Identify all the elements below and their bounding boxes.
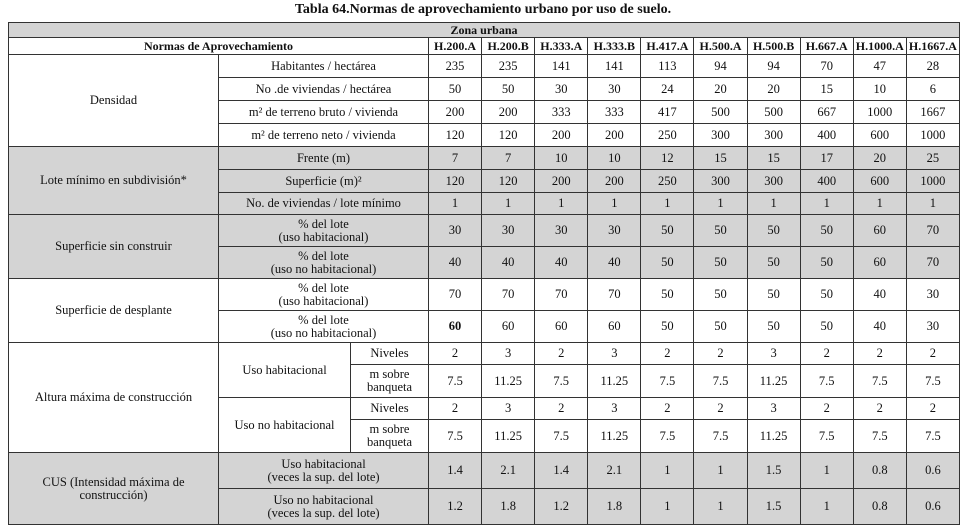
value-cell: 70 — [588, 279, 641, 311]
value-cell: 94 — [694, 55, 747, 78]
column-header: H.500.A — [694, 38, 747, 55]
value-cell: 300 — [747, 124, 800, 147]
value-cell: 7 — [429, 147, 482, 170]
value-cell: 30 — [429, 215, 482, 247]
value-cell: 10 — [853, 78, 906, 101]
value-cell: 1.5 — [747, 489, 800, 525]
value-cell: 1 — [641, 453, 694, 489]
value-cell: 113 — [641, 55, 694, 78]
group-superficie-desplante: Superficie de desplante — [9, 279, 219, 343]
value-cell: 400 — [800, 170, 853, 193]
value-cell: 11.25 — [747, 420, 800, 453]
value-cell: 28 — [906, 55, 959, 78]
value-cell: 1 — [694, 453, 747, 489]
value-cell: 60 — [853, 215, 906, 247]
value-cell: 1 — [641, 193, 694, 215]
value-cell: 10 — [588, 147, 641, 170]
value-cell: 7.5 — [906, 365, 959, 398]
column-header: H.417.A — [641, 38, 694, 55]
value-cell: 50 — [800, 311, 853, 343]
value-cell: 1.4 — [429, 453, 482, 489]
value-cell: 40 — [853, 311, 906, 343]
value-cell: 0.6 — [906, 453, 959, 489]
value-cell: 1 — [429, 193, 482, 215]
value-cell: 333 — [535, 101, 588, 124]
table-row — [9, 279, 960, 311]
label-line: (uso no habitacional) — [270, 325, 377, 340]
row-label — [219, 279, 429, 311]
table-row — [9, 215, 960, 247]
value-cell: 200 — [429, 101, 482, 124]
value-cell: 50 — [641, 311, 694, 343]
value-cell: 141 — [588, 55, 641, 78]
value-cell: 7.5 — [429, 365, 482, 398]
value-cell: 1 — [641, 489, 694, 525]
value-cell: 1000 — [906, 124, 959, 147]
row-label: Frente (m) — [219, 147, 429, 170]
value-cell: 40 — [535, 247, 588, 279]
group-altura-maxima: Altura máxima de construcción — [9, 343, 219, 453]
value-cell: 1 — [906, 193, 959, 215]
value-cell: 2 — [535, 343, 588, 365]
value-cell: 70 — [429, 279, 482, 311]
value-cell: 1 — [800, 193, 853, 215]
value-cell: 7 — [482, 147, 535, 170]
value-cell: 2 — [906, 343, 959, 365]
value-cell: 20 — [853, 147, 906, 170]
row-label: No .de viviendas / hectárea — [219, 78, 429, 101]
table-row — [9, 453, 960, 489]
niveles-label: Niveles — [351, 398, 429, 420]
value-cell: 30 — [588, 215, 641, 247]
value-cell: 7.5 — [800, 420, 853, 453]
value-cell: 50 — [694, 279, 747, 311]
value-cell: 50 — [800, 247, 853, 279]
value-cell: 60 — [853, 247, 906, 279]
value-cell: 0.6 — [906, 489, 959, 525]
value-cell: 15 — [694, 147, 747, 170]
value-cell: 1000 — [906, 170, 959, 193]
value-cell: 0.8 — [853, 489, 906, 525]
value-cell: 1 — [694, 489, 747, 525]
m-sobre-banqueta-label: m sobre banqueta — [351, 420, 429, 453]
value-cell: 2 — [694, 398, 747, 420]
value-cell: 1.8 — [588, 489, 641, 525]
value-cell: 1 — [482, 193, 535, 215]
label-line: (uso no habitacional) — [270, 261, 377, 276]
value-cell: 7.5 — [694, 365, 747, 398]
row-label — [219, 215, 429, 247]
value-cell: 60 — [588, 311, 641, 343]
value-cell: 250 — [641, 124, 694, 147]
value-cell: 1.2 — [429, 489, 482, 525]
value-cell: 20 — [747, 78, 800, 101]
value-cell: 30 — [588, 78, 641, 101]
value-cell: 300 — [747, 170, 800, 193]
value-cell: 11.25 — [482, 420, 535, 453]
label-line: % del lote — [298, 216, 349, 231]
uso-habitacional-label: Uso habitacional — [219, 343, 351, 398]
label-line: (uso habitacional) — [278, 293, 369, 308]
value-cell: 235 — [429, 55, 482, 78]
value-cell: 7.5 — [906, 420, 959, 453]
value-cell: 11.25 — [482, 365, 535, 398]
value-cell: 7.5 — [641, 420, 694, 453]
zone-header-row — [9, 23, 960, 38]
value-cell: 120 — [429, 170, 482, 193]
value-cell: 2 — [906, 398, 959, 420]
value-cell: 120 — [482, 124, 535, 147]
column-header: H.1667.A — [906, 38, 959, 55]
row-label — [219, 489, 429, 525]
value-cell: 3 — [482, 343, 535, 365]
row-label: m² de terreno bruto / vivienda — [219, 101, 429, 124]
row-label: Superficie (m)² — [219, 170, 429, 193]
value-cell: 333 — [588, 101, 641, 124]
value-cell: 50 — [694, 215, 747, 247]
value-cell: 30 — [535, 215, 588, 247]
group-cus: CUS (Intensidad máxima de construcción) — [9, 453, 219, 525]
label-line: % del lote — [298, 280, 349, 295]
value-cell: 24 — [641, 78, 694, 101]
table-row — [9, 55, 960, 78]
value-cell: 2 — [641, 398, 694, 420]
uso-no-habitacional-label: Uso no habitacional — [219, 398, 351, 453]
value-cell: 40 — [588, 247, 641, 279]
value-cell: 600 — [853, 124, 906, 147]
value-cell: 300 — [694, 124, 747, 147]
label-line: Uso no habitacional — [273, 492, 374, 507]
column-header-row — [9, 38, 960, 55]
value-cell: 6 — [906, 78, 959, 101]
value-cell: 15 — [800, 78, 853, 101]
column-header: H.667.A — [800, 38, 853, 55]
value-cell: 3 — [588, 343, 641, 365]
value-cell: 2 — [429, 398, 482, 420]
value-cell: 7.5 — [800, 365, 853, 398]
table-title: Tabla 64.Normas de aprovechamiento urbano por uso de suelo. — [294, 2, 672, 17]
value-cell: 3 — [482, 398, 535, 420]
value-cell: 500 — [747, 101, 800, 124]
row-label — [219, 311, 429, 343]
column-header: H.500.B — [747, 38, 800, 55]
value-cell: 1.8 — [482, 489, 535, 525]
value-cell: 70 — [800, 55, 853, 78]
value-cell: 12 — [641, 147, 694, 170]
value-cell: 3 — [588, 398, 641, 420]
value-cell: 11.25 — [747, 365, 800, 398]
value-cell: 70 — [906, 215, 959, 247]
column-header: H.333.A — [535, 38, 588, 55]
label-line: % del lote — [298, 248, 349, 263]
value-cell: 2.1 — [482, 453, 535, 489]
value-cell: 667 — [800, 101, 853, 124]
value-cell: 500 — [694, 101, 747, 124]
row-label: No. de viviendas / lote mínimo — [219, 193, 429, 215]
value-cell: 2 — [641, 343, 694, 365]
value-cell: 7.5 — [853, 365, 906, 398]
norms-table — [8, 22, 960, 525]
value-cell: 120 — [482, 170, 535, 193]
value-cell: 15 — [747, 147, 800, 170]
table-row — [9, 147, 960, 170]
value-cell: 1000 — [853, 101, 906, 124]
table-row — [9, 343, 960, 365]
group-densidad: Densidad — [9, 55, 219, 147]
column-header: H.200.A — [429, 38, 482, 55]
value-cell: 2 — [800, 343, 853, 365]
value-cell: 17 — [800, 147, 853, 170]
m-sobre-banqueta-label: m sobre banqueta — [351, 365, 429, 398]
value-cell: 70 — [906, 247, 959, 279]
value-cell: 1 — [800, 489, 853, 525]
value-cell: 50 — [694, 247, 747, 279]
value-cell: 50 — [800, 215, 853, 247]
value-cell: 60 — [535, 311, 588, 343]
value-cell: 50 — [482, 78, 535, 101]
group-superficie-sin-construir: Superficie sin construir — [9, 215, 219, 279]
value-cell: 30 — [906, 311, 959, 343]
value-cell: 200 — [535, 124, 588, 147]
value-cell: 7.5 — [535, 420, 588, 453]
value-cell: 7.5 — [429, 420, 482, 453]
value-cell: 1 — [588, 193, 641, 215]
value-cell: 40 — [482, 247, 535, 279]
value-cell: 10 — [535, 147, 588, 170]
value-cell: 2 — [535, 398, 588, 420]
value-cell: 3 — [747, 398, 800, 420]
value-cell: 50 — [747, 215, 800, 247]
value-cell: 200 — [482, 101, 535, 124]
group-lote-minimo: Lote mínimo en subdivisión* — [9, 147, 219, 215]
value-cell: 30 — [482, 215, 535, 247]
label-line: (veces la sup. del lote) — [267, 505, 380, 520]
value-cell: 400 — [800, 124, 853, 147]
label-line: (uso habitacional) — [278, 229, 369, 244]
row-label: m² de terreno neto / vivienda — [219, 124, 429, 147]
value-cell: 2 — [429, 343, 482, 365]
label-line: % del lote — [298, 312, 349, 327]
value-cell: 50 — [747, 279, 800, 311]
row-label — [219, 247, 429, 279]
value-cell: 25 — [906, 147, 959, 170]
value-cell: 1 — [747, 193, 800, 215]
value-cell: 2 — [853, 398, 906, 420]
value-cell: 30 — [906, 279, 959, 311]
value-cell: 2.1 — [588, 453, 641, 489]
value-cell: 50 — [747, 247, 800, 279]
value-cell: 200 — [588, 124, 641, 147]
value-cell: 2 — [694, 343, 747, 365]
value-cell: 20 — [694, 78, 747, 101]
value-cell: 30 — [535, 78, 588, 101]
value-cell: 1.5 — [747, 453, 800, 489]
label-line: (veces la sup. del lote) — [267, 469, 380, 484]
value-cell: 235 — [482, 55, 535, 78]
value-cell: 50 — [641, 279, 694, 311]
value-cell: 1 — [800, 453, 853, 489]
value-cell: 3 — [747, 343, 800, 365]
value-cell: 1667 — [906, 101, 959, 124]
value-cell: 50 — [641, 215, 694, 247]
column-header: H.333.B — [588, 38, 641, 55]
value-cell: 40 — [853, 279, 906, 311]
value-cell: 47 — [853, 55, 906, 78]
value-cell: 600 — [853, 170, 906, 193]
value-cell: 0.8 — [853, 453, 906, 489]
value-cell: 50 — [747, 311, 800, 343]
value-cell: 60 — [429, 311, 482, 343]
column-header: H.1000.A — [853, 38, 906, 55]
value-cell: 11.25 — [588, 365, 641, 398]
column-header: H.200.B — [482, 38, 535, 55]
value-cell: 300 — [694, 170, 747, 193]
value-cell: 120 — [429, 124, 482, 147]
value-cell: 50 — [429, 78, 482, 101]
value-cell: 11.25 — [588, 420, 641, 453]
value-cell: 7.5 — [853, 420, 906, 453]
value-cell: 7.5 — [694, 420, 747, 453]
value-cell: 1 — [853, 193, 906, 215]
value-cell: 50 — [641, 247, 694, 279]
value-cell: 417 — [641, 101, 694, 124]
value-cell: 70 — [482, 279, 535, 311]
value-cell: 141 — [535, 55, 588, 78]
value-cell: 60 — [482, 311, 535, 343]
value-cell: 200 — [535, 170, 588, 193]
value-cell: 50 — [800, 279, 853, 311]
value-cell: 1 — [535, 193, 588, 215]
value-cell: 40 — [429, 247, 482, 279]
niveles-label: Niveles — [351, 343, 429, 365]
normas-header: Normas de Aprovechamiento — [9, 38, 429, 55]
value-cell: 2 — [800, 398, 853, 420]
value-cell: 2 — [853, 343, 906, 365]
row-label: Habitantes / hectárea — [219, 55, 429, 78]
value-cell: 94 — [747, 55, 800, 78]
value-cell: 250 — [641, 170, 694, 193]
value-cell: 70 — [535, 279, 588, 311]
value-cell: 7.5 — [641, 365, 694, 398]
value-cell: 1.2 — [535, 489, 588, 525]
value-cell: 50 — [694, 311, 747, 343]
zone-header: Zona urbana — [9, 23, 960, 38]
value-cell: 200 — [588, 170, 641, 193]
row-label — [219, 453, 429, 489]
value-cell: 1.4 — [535, 453, 588, 489]
value-cell: 1 — [694, 193, 747, 215]
label-line: Uso habitacional — [281, 456, 366, 471]
value-cell: 7.5 — [535, 365, 588, 398]
